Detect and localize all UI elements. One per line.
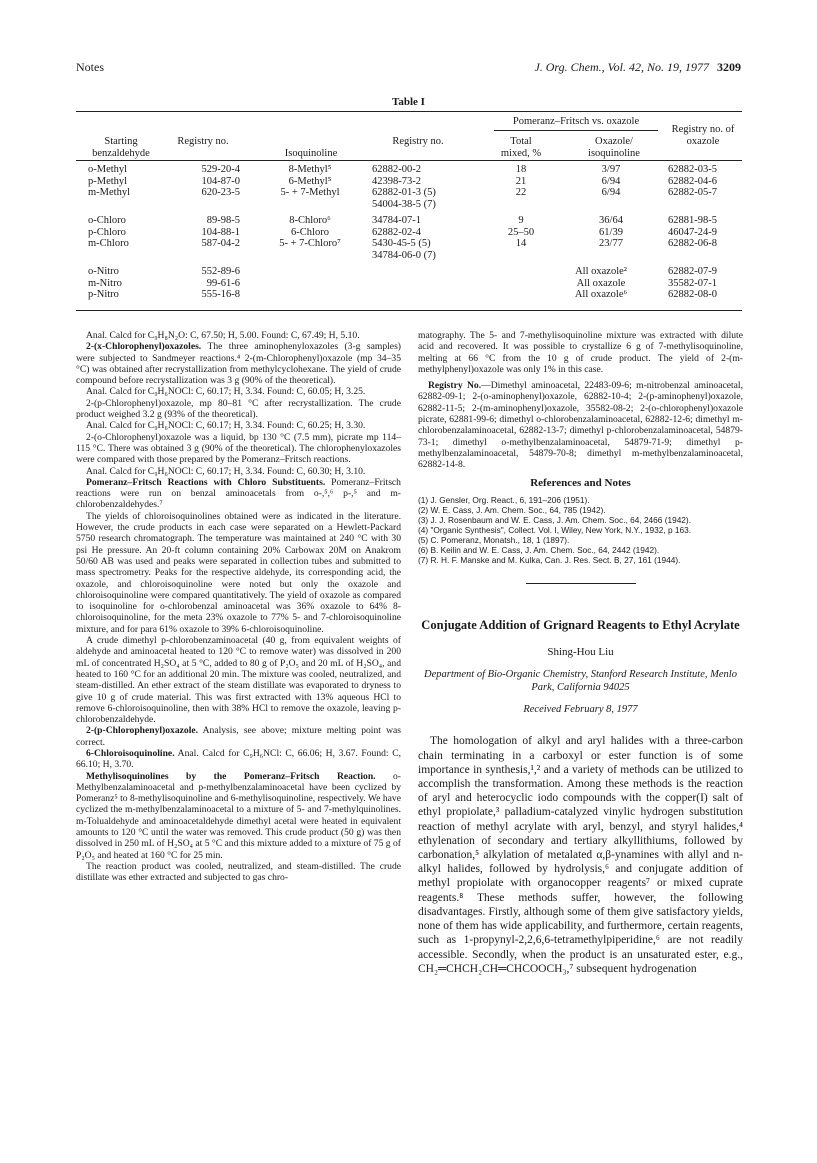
table-row — [76, 227, 742, 239]
paragraph — [76, 748, 401, 771]
table-group-nitro — [76, 266, 742, 301]
run-in-heading: Pomeranz–Fritsch Reactions with Chloro Substituents. — [86, 476, 326, 488]
table-row — [76, 266, 742, 278]
cell-ratio: 61/39 — [599, 226, 623, 238]
cell-registry-oxazole: 62882-06-8 — [668, 238, 717, 249]
cell-registry-oxazole: 35582-07-1 — [668, 277, 717, 289]
run-in-heading: Methylisoquinolines by the Pomeranz–Fritsch Reaction. — [86, 770, 376, 782]
paragraph: A crude dimethyl p-chlorobenzaminoacetal (40 g, from equivalent weights of aldehyde and aminoacetal heated to 120 °C to remove water) was dissolved in 200 mL of concentrated H₂SO₄ at 5 °C, added to 80 g of P₂O₅ and 20 mL of H₂SO₄, and heated to 160 °C for an additional 20 min. The mixture was cooled, neutralized, and steam-distilled. An ether extract of the steam distillate was evaporated to dryness to give 10 g of crude material. This was first extracted with 13% aqueous HCl to remove 6-chloroisoquinoline, then with 38% HCl to remove the oxazole, leaving p-chlorobenzaldehyde. — [76, 635, 401, 726]
cell-total: 25–50 — [507, 226, 535, 238]
table-title: Table I — [392, 96, 425, 108]
article-affiliation: Department of Bio-Organic Chemistry, Stanford Research Institute, Menlo Park, California 94025 — [424, 669, 737, 694]
table-row — [76, 289, 742, 301]
paragraph: The yields of chloroisoquinolines obtained were as indicated in the literature. However, the crude products in each case were separated on a Hewlett-Packard 5750 research chromatograph. The temperature was maintained at 240 °C with 30 psi He pressure. An 20-ft column containing 20% Carbowax 20M on Anakrom 50/60 AB was used and peaks were separated in collection tubes and submitted to mass spectrometry. Peaks for the respective aldehyde, its corresponding acid, the oxazole, and chloroisoquinoline were noted but only the oxazole and chloroisoquinoline were compared quantitatively. The yield of oxazole as compared to isoquinoline for o-chlorobenzal aminoacetal was 36% oxazole to 64% 8-chloroisoquinoline, for the meta 23% oxazole to 77% 5- and 7-chloroisoquinoline mixture, and for para 61% oxazole to 39% 6-chloroisoquinoline. — [76, 510, 401, 635]
paragraph: Anal. Calcd for C₉H₆NOCl: C, 60.17; H, 3.34. Found: C, 60.25; H, 3.30. — [86, 420, 366, 432]
reference-item: (1) J. Gensler, Org. React., 6, 191–206 (1951). — [418, 494, 590, 505]
header-total-mixed: Total mixed, % — [500, 136, 542, 159]
cell-total: 9 — [518, 215, 524, 226]
run-in-heading: 2-(x-Chlorophenyl)oxazoles. — [86, 341, 202, 353]
paragraph: The reaction product was cooled, neutralized, and steam-distilled. The crude distillate was ether extracted and subjected to gas chro- — [76, 860, 401, 884]
paragraph-text: Anal. Calcd for C₉H₆NCl: C, 66.06; H, 3.67. Found: C, 66.10; H, 3.70. — [76, 747, 401, 771]
cell-all-oxazole: All oxazole⁶ — [574, 289, 628, 300]
paragraph — [76, 771, 401, 861]
cell-registry: 555-16-8 — [201, 289, 240, 300]
header-isoquinoline: Isoquinoline — [284, 148, 338, 159]
article-title: Conjugate Addition of Grignard Reagents to Ethyl Acrylate — [421, 617, 740, 632]
table-header-rule — [76, 160, 742, 161]
cell-registry: 552-89-6 — [201, 266, 240, 277]
paragraph: The homologation of alkyl and aryl halides with a three-carbon chain terminating in a carboxyl or ester function is of some importance in synthesis,¹,² and a variety of methods can be utilized to accomplish the transformation. Among these methods is the reaction of aryl and heterocyclic iodo compounds with the copper(I) salt of ethyl propiolate,³ palladium-catalyzed vinylic hydrogen substitution reaction of methyl acrylate with aryl, benzyl, and styryl halides,⁴ ethylenation of secondary and tertiary alkyllithiums, followed by carbonation,⁵ alkylation of metalated α,β-ynamines with allyl and n-alkyl halides, followed by hydrolysis,⁶ and conjugate addition of methyl propiolate with organocopper reagents⁷ or mixed cuprate reagents.⁸ These methods suffer, however, the following disadvantages. Firstly, although some of them give satisfactory yields, none of them has wide applicability, and furthermore, certain reagents, such as 1-propynyl-2,2,6,6-tetramethylpiperidine,⁶ are not readily accessible. Secondly, when the product is an unsaturated ester, e.g., CH₂═CHCH₂CH═CHCOOCH₃,⁷ subsequent hydrogenation — [418, 735, 743, 975]
cell-ratio: 23/77 — [599, 238, 623, 249]
cell-registry-oxazole: 62882-08-0 — [668, 289, 717, 300]
cell-registry-2: 62882-00-2 — [372, 164, 421, 175]
cell-registry-oxazole: 62882-03-5 — [668, 164, 717, 175]
table-bottom-rule — [76, 310, 742, 311]
reference-item: (3) J. J. Rosenbaum and W. E. Cass, J. Am. Chem. Soc., 64, 2466 (1942). — [418, 514, 691, 525]
paragraph — [76, 725, 401, 748]
header-oxazole-isoquinoline: Oxazole/ isoquinoline — [588, 136, 640, 159]
cell-starting: o-Nitro — [88, 266, 119, 277]
run-in-heading: Registry No. — [428, 380, 482, 392]
cell-isoquinoline: 8-Methyl⁵ — [288, 164, 332, 175]
cell-all-oxazole: All oxazole — [576, 277, 626, 289]
cell-registry-2: 34784-06-0 (7) — [372, 249, 436, 261]
running-head-journal — [534, 60, 741, 75]
pf-group-rule — [494, 130, 658, 131]
paragraph: 2-(o-Chlorophenyl)oxazole was a liquid, bp 130 °C (7.5 mm), picrate mp 114–115 °C. There was obtained 3 g (90% of the theoretical). The chlorophenyloxazoles were compared with those prepared by the Pomeranz–Fritsch reactions. — [76, 431, 401, 466]
cell-starting: p-Nitro — [88, 289, 119, 300]
article-body — [418, 734, 743, 975]
reference-item: (6) B. Keilin and W. E. Cass, J. Am. Chem. Soc., 64, 2442 (1942). — [418, 544, 660, 555]
article-separator — [526, 583, 636, 584]
references-list — [418, 495, 743, 565]
cell-registry-oxazole: 62882-07-9 — [668, 266, 717, 277]
paragraph-text: The three aminophenyloxazoles (3-g samples) were subjected to Sandmeyer reactions.⁴ 2-(m-Chlorophenyl)oxazole (mp 34–35 °C) was obtained after recrystallization from methylcyclohexane. The yield of crude compound before recrystallization was 3 g (90% of the theoretical). — [76, 341, 401, 387]
cell-isoquinoline: 6-Chloro — [291, 226, 329, 238]
cell-isoquinoline: 6-Methyl⁵ — [288, 175, 332, 187]
cell-registry: 104-87-0 — [201, 175, 240, 187]
reference-item: (4) "Organic Synthesis", Collect. Vol. I, Wiley, New York, N.Y., 1932, p 163. — [418, 524, 692, 535]
run-in-heading: 6-Chloroisoquinoline. — [86, 747, 175, 759]
paragraph: Anal. Calcd for C₉H₆NOCl: C, 60.17; H, 3.34. Found: C, 60.05; H, 3.25. — [86, 386, 366, 398]
table-top-rule — [76, 111, 742, 112]
cell-registry: 99-61-6 — [206, 277, 240, 289]
cell-total: 22 — [515, 187, 527, 198]
paragraph — [76, 477, 401, 511]
cell-starting: p-Chloro — [88, 226, 126, 238]
table-body — [76, 164, 742, 306]
registry-paragraph — [418, 380, 743, 470]
cell-ratio: 36/64 — [599, 215, 623, 226]
paragraph-text: Pomeranz–Fritsch reactions were run on benzal aminoacetals from o-,⁵,⁶ p-,⁵ and m-chlorobenzaldehydes.⁷ — [76, 476, 401, 511]
cell-starting: m-Nitro — [88, 277, 122, 289]
header-registry-no: Registry no. — [177, 136, 229, 147]
cell-starting: p-Methyl — [88, 175, 128, 187]
paragraph-text: o-Methylbenzalaminoacetal and p-methylbenzalaminoacetal have been cyclized by Pomeranz⁵ to 8-methylisoquinoline and 6-methylisoquinoline, respectively. We have cyclized the m-methylbenzalaminoacetal to a mixture of 5- and 7-methylquinolines. m-Tolualdehyde and aminoacetaldehyde dimethyl acetal were heated in equivalent amounts to 120 °C until the water was removed. This crude product (50 g) was then dissolved in 250 mL of H₂SO₄ at 5 °C and this mixture added to a mixture of 75 g of P₂O₅ and heated at 160 °C for 25 min. — [76, 770, 402, 861]
reference-item: (5) C. Pomeranz, Monatsh., 18, 1 (1897). — [418, 534, 570, 545]
cell-registry: 89-98-5 — [206, 215, 240, 226]
cell-registry-oxazole: 62882-05-7 — [668, 187, 717, 198]
article-author: Shing-Hou Liu — [547, 645, 614, 658]
table-row — [76, 238, 742, 250]
cell-registry: 587-04-2 — [201, 238, 240, 249]
cell-ratio: 6/94 — [601, 187, 621, 198]
table-group-methyl — [76, 164, 742, 210]
cell-registry-2: 62882-02-4 — [372, 226, 421, 238]
table-row — [76, 215, 742, 227]
table-row — [76, 199, 742, 211]
paragraph: Anal. Calcd for C₉H₈N₂O: C, 67.50; H, 5.00. Found: C, 67.49; H, 5.10. — [86, 330, 360, 341]
cell-registry-oxazole: 46047-24-9 — [668, 226, 717, 238]
table-row — [76, 164, 742, 176]
cell-registry: 529-20-4 — [201, 164, 240, 175]
header-registry-no-2: Registry no. — [392, 136, 444, 147]
page-number: 3209 — [717, 60, 741, 74]
run-in-heading: 2-(p-Chlorophenyl)oxazole. — [86, 725, 199, 737]
cell-registry-2: 42398-73-2 — [372, 175, 421, 187]
cell-isoquinoline: 5- + 7-Chloro⁷ — [279, 238, 341, 249]
cell-registry: 104-88-1 — [201, 226, 240, 238]
cell-total: 21 — [515, 175, 527, 187]
references-heading: References and Notes — [530, 476, 631, 489]
cell-registry-2: 5430-45-5 (5) — [372, 238, 431, 249]
pf-group-header: Pomeranz–Fritsch vs. oxazole — [512, 116, 640, 127]
journal-citation: J. Org. Chem., Vol. 42, No. 19, 1977 — [534, 60, 709, 74]
cell-registry-oxazole: 62881-98-5 — [668, 215, 717, 226]
paragraph-text: Analysis, see above; mixture melting point was correct. — [76, 725, 401, 748]
paragraph: 2-(p-Chlorophenyl)oxazole, mp 80–81 °C after recrystallization. The crude product weighed 3.2 g (93% of the theoretical). — [76, 397, 401, 421]
left-column — [76, 330, 401, 884]
cell-all-oxazole: All oxazole² — [575, 266, 627, 277]
cell-registry-2: 62882-01-3 (5) — [372, 187, 436, 198]
cell-ratio: 3/97 — [601, 164, 621, 175]
paragraph — [76, 341, 401, 386]
table-row — [76, 278, 742, 290]
cell-isoquinoline: 8-Chloro⁶ — [289, 215, 331, 226]
cell-registry: 620-23-5 — [201, 187, 240, 198]
cell-starting: m-Methyl — [88, 187, 130, 198]
article-received-date: Received February 8, 1977 — [523, 704, 638, 716]
cell-starting: o-Methyl — [88, 164, 128, 175]
cell-starting: m-Chloro — [88, 238, 129, 249]
cell-registry-oxazole: 62882-04-6 — [668, 175, 717, 187]
reference-item: (7) R. H. F. Manske and M. Kulka, Can. J. Res. Sect. B, 27, 161 (1944). — [418, 554, 681, 565]
header-registry-oxazole: Registry no. of oxazole — [671, 124, 735, 147]
table-group-chloro — [76, 215, 742, 261]
paragraph: matography. The 5- and 7-methylisoquinoline mixture was extracted with dilute acid and recovered. It was possible to crystallize 6 g of 7-methylisoquinoline, melting at 66 °C from the 10 g of crude product. The yield of 2-(m-methylphenyl)oxazole was only 1% in this case. — [418, 330, 743, 375]
registry-numbers: —Dimethyl aminoacetal, 22483-09-6; m-nitrobenzal aminoacetal, 62882-09-1; 2-(o-aminophenyl)oxazole, 62882-10-4; 2-(p-aminophenyl)oxazole, 62882-11-5; 2-(m-aminophenyl)oxazole, 35582-08-2; 2-(o-chlorophenyl)oxazole picrate, 62881-99-6; dimethyl o-chlorobenzalaminoacetal, 62882-12-6; dimethyl m-chlorobenzalaminoacetal, 62882-13-7; dimethyl p-chlorobenzalaminoacetal, 54879-73-1; dimethyl o-methylbenzalaminoacetal, 54879-71-9; dimethyl p-methylbenzalaminoacetal, 54879-70-8; dimethyl m-methylbenzalaminoacetal, 62882-14-8. — [418, 380, 743, 471]
cell-registry-2: 34784-07-1 — [372, 215, 421, 226]
cell-total: 18 — [515, 164, 527, 175]
paragraph: Anal. Calcd for C₉H₆NOCl: C, 60.17; H, 3.34. Found: C, 60.30; H, 3.10. — [86, 465, 366, 477]
cell-starting: o-Chloro — [88, 215, 126, 226]
cell-total: 14 — [515, 238, 527, 249]
table-row — [76, 176, 742, 188]
cell-isoquinoline: 5- + 7-Methyl — [280, 187, 340, 198]
table-row — [76, 187, 742, 199]
table-row — [76, 250, 742, 262]
header-starting-benzaldehyde: Starting benzaldehyde — [92, 136, 150, 159]
right-column — [418, 330, 743, 976]
reference-item: (2) W. E. Cass, J. Am. Chem. Soc., 64, 785 (1942). — [418, 504, 606, 515]
cell-ratio: 6/94 — [601, 175, 621, 187]
cell-registry-2: 54004-38-5 (7) — [372, 198, 436, 210]
running-head-section: Notes — [76, 60, 104, 74]
